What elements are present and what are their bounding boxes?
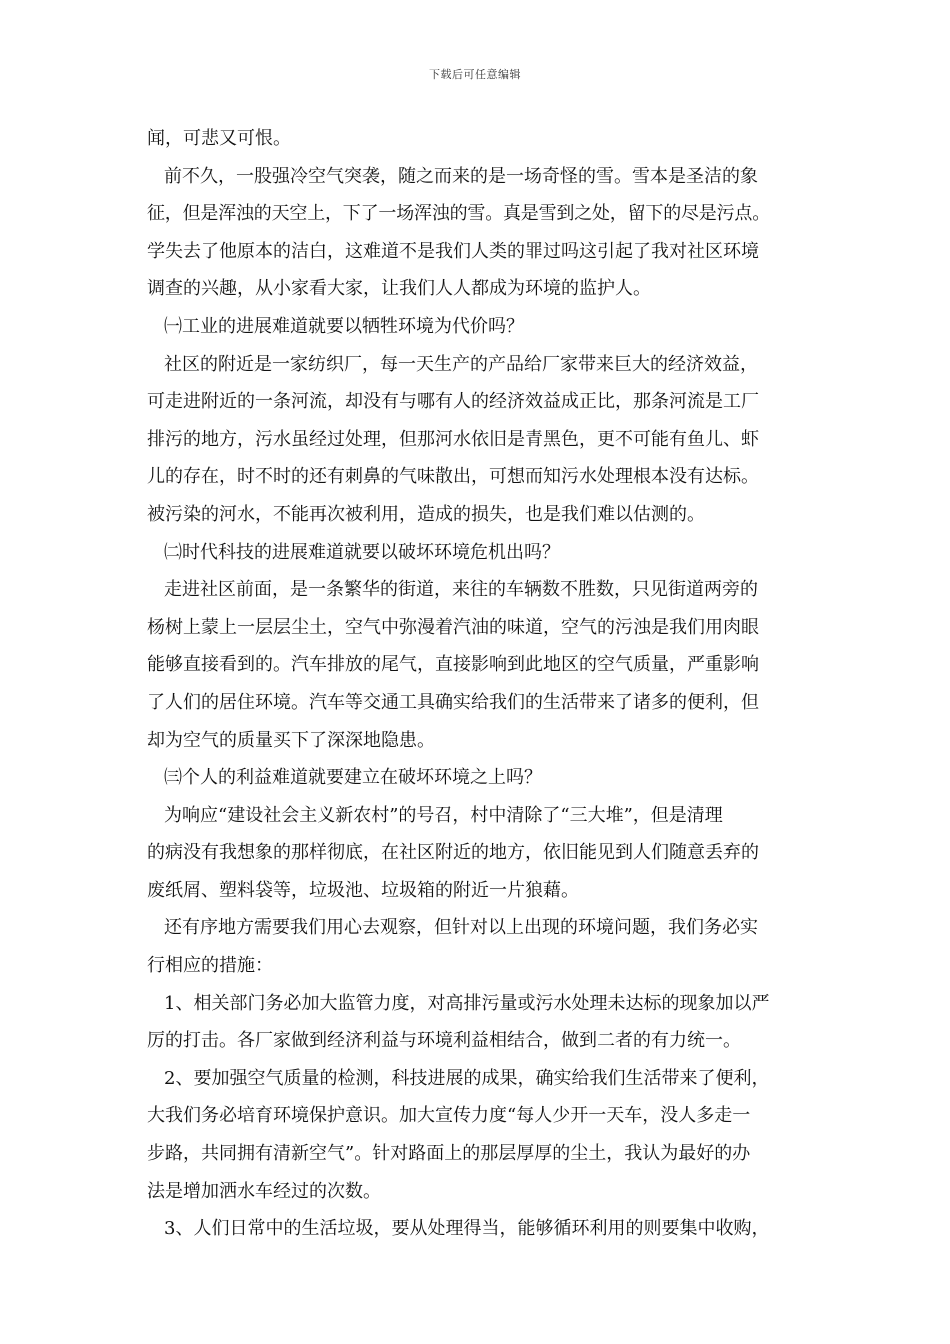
text-line: 法是增加洒水车经过的次数。: [147, 1180, 381, 1202]
text-line: 大我们务必培育环境保护意识。加大宣传力度“每人少开一天车，没人多走一: [147, 1105, 751, 1127]
text-line: 为响应“建设社会主义新农村”的号召，村中清除了“三大堆”，但是清理: [164, 804, 723, 826]
text-line: 厉的打击。各厂家做到经济利益与环境利益相结合，做到二者的有力统一。: [147, 1030, 741, 1052]
text-line: 却为空气的质量买下了深深地隐患。: [147, 729, 435, 751]
text-line: 走进社区前面，是一条繁华的街道，来往的车辆数不胜数，只见街道两旁的: [164, 579, 758, 601]
text-line: 学失去了他原本的洁白，这难道不是我们人类的罪过吗这引起了我对社区环境: [147, 240, 759, 262]
text-line: 还有序地方需要我们用心去观察，但针对以上出现的环境问题，我们务必实: [164, 917, 758, 939]
text-line: 排污的地方，污水虽经过处理，但那河水依旧是青黑色，更不可能有鱼儿、虾: [147, 428, 759, 450]
section-heading: ㈠工业的进展难道就要以牺牲环境为代价吗？: [164, 315, 524, 337]
text-line: 能够直接看到的。汽车排放的尾气，直接影响到此地区的空气质量，严重影响: [147, 654, 759, 676]
list-item: 3、人们日常中的生活垃圾，要从处理得当，能够循环利用的则要集中收购，: [164, 1218, 770, 1240]
section-heading: ㈡时代科技的进展难道就要以破坏环境危机出吗？: [164, 541, 560, 563]
text-line: 了人们的居住环境。汽车等交通工具确实给我们的生活带来了诸多的便利，但: [147, 691, 759, 713]
text-line: 被污染的河水，不能再次被利用，造成的损失，也是我们难以估测的。: [147, 503, 705, 525]
text-line: 杨树上蒙上一层层尘土，空气中弥漫着汽油的味道，空气的污浊是我们用肉眼: [147, 616, 759, 638]
text-line: 前不久，一股强冷空气突袭，随之而来的是一场奇怪的雪。雪本是圣洁的象: [164, 165, 758, 187]
text-line: 行相应的措施：: [147, 955, 273, 977]
text-line: 儿的存在，时不时的还有刺鼻的气味散出，可想而知污水处理根本没有达标。: [147, 466, 759, 488]
text-line: 调查的兴趣，从小家看大家，让我们人人都成为环境的监护人。: [147, 278, 651, 300]
text-line: 可走进附近的一条河流，却没有与哪有人的经济效益成正比，那条河流是工厂: [147, 391, 759, 413]
text-line: 征，但是浑浊的天空上，下了一场浑浊的雪。真是雪到之处，留下的尽是污点。: [147, 203, 770, 225]
list-item: 2、要加强空气质量的检测，科技进展的成果，确实给我们生活带来了便利，: [164, 1067, 770, 1089]
body-text: [147, 120, 817, 1248]
text-line: 的病没有我想象的那样彻底，在社区附近的地方，依旧能见到人们随意丢弃的: [147, 842, 759, 864]
section-heading: ㈢个人的利益难道就要建立在破坏环境之上吗？: [164, 767, 542, 789]
text-line: 步路，共同拥有清新空气”。针对路面上的那层厚厚的尘土，我认为最好的办: [147, 1143, 751, 1165]
text-line: 闻，可悲又可恨。: [147, 128, 291, 149]
text-line: 社区的附近是一家纺织厂，每一天生产的产品给厂家带来巨大的经济效益，: [164, 353, 758, 375]
text-line: 废纸屑、塑料袋等，垃圾池、垃圾箱的附近一片狼藉。: [147, 879, 579, 901]
page-header: 下载后可任意编辑: [429, 68, 521, 81]
list-item: 1、相关部门务必加大监管力度，对高排污量或污水处理未达标的现象加以严: [164, 992, 770, 1014]
